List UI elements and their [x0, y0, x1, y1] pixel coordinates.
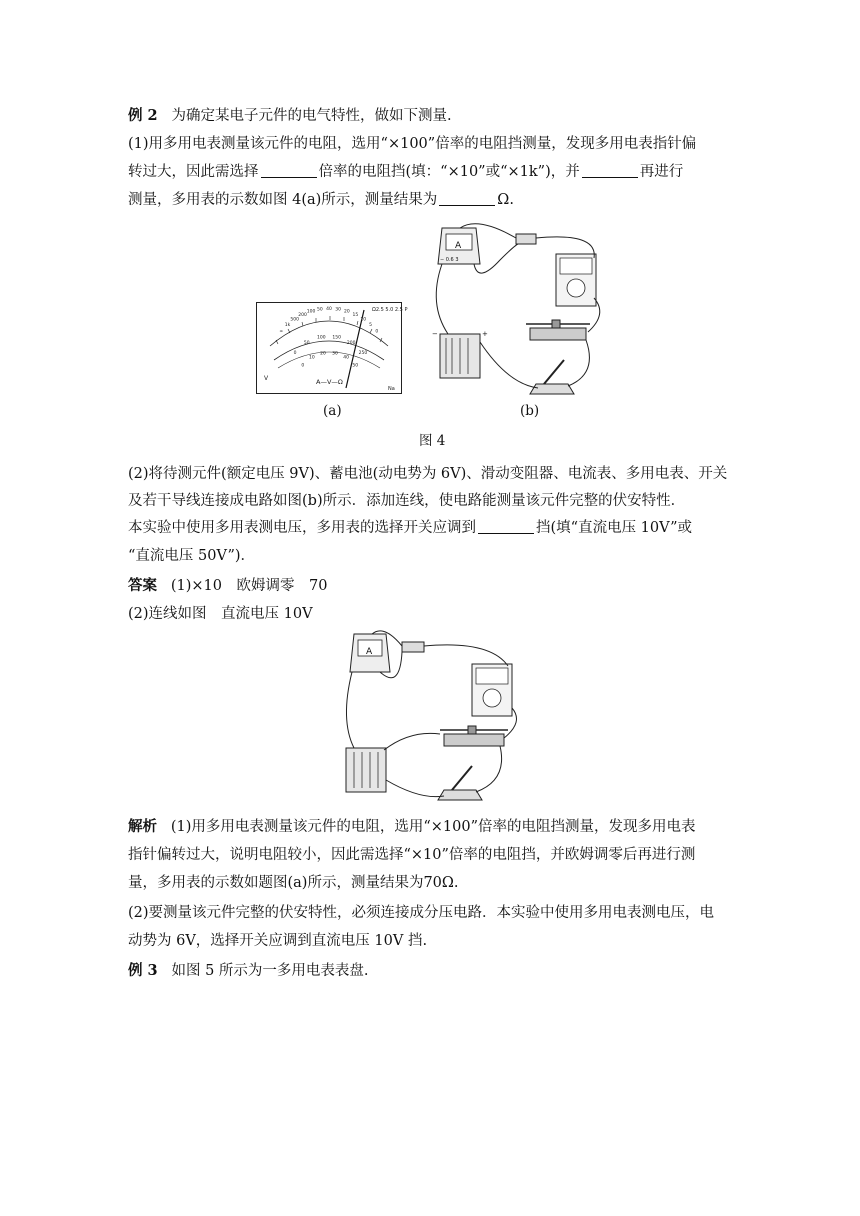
- dial-low-label: 50: [352, 363, 359, 369]
- circuit-figure-b: [418, 224, 618, 396]
- example2-intro: 为确定某电子元件的电气特性，做如下测量.: [171, 108, 452, 124]
- dial-top-label: ∞: [279, 329, 284, 335]
- answer-battery: [346, 748, 386, 792]
- analysis-text1: (1)用多用电表测量该元件的电阻，选用“×100”倍率的电阻挡测量，发现多用电表: [170, 819, 696, 835]
- answer-multimeter: [472, 664, 512, 716]
- answer-line1: [128, 576, 327, 596]
- ammeter-terminals: − 0.6 3: [440, 257, 459, 263]
- answer-rheostat: [440, 726, 508, 746]
- example2-heading: 例 2: [128, 107, 158, 124]
- meter-right-marks: Ω2.5 5.0 2.5 P: [372, 307, 408, 313]
- q1-text-b: 倍率的电阻挡(填：“×10”或“×1k”)，并: [318, 164, 580, 180]
- battery: [432, 330, 488, 378]
- fig-label-a: (a): [323, 403, 342, 419]
- example3-text: 如图 5 所示为一多用电表表盘.: [171, 963, 369, 979]
- multimeter: [556, 254, 596, 306]
- dial-top-label: 500: [290, 317, 299, 323]
- battery-plus: +: [482, 330, 488, 338]
- ammeter-letter: A: [455, 241, 462, 251]
- q2-text-a: 本实验中使用多用表测电压，多用表的选择开关应调到: [128, 520, 476, 536]
- answer-switch: [438, 766, 482, 800]
- switch: [530, 360, 574, 394]
- dial-mid-label: 150: [332, 335, 341, 341]
- analysis-line5: 动势为 6V，选择开关应调到直流电压 10V 挡.: [128, 933, 428, 949]
- q1-text-a: 转过大，因此需选择: [128, 164, 259, 180]
- analysis-line1: [128, 817, 696, 837]
- dial-top-label: 5: [369, 322, 372, 328]
- dial-top-label: 15: [352, 312, 359, 318]
- rheostat: [526, 320, 590, 340]
- dial-mid-label: 250: [358, 351, 368, 356]
- q2-line1: (2)将待测元件(额定电压 9V)、蓄电池(动电势为 6V)、滑动变阻器、电流表、多用电表、开关: [128, 466, 728, 482]
- meter-side-label: V: [264, 375, 269, 382]
- test-element: [516, 234, 536, 244]
- blank-2[interactable]: [582, 163, 638, 178]
- q2-line3: [128, 518, 692, 538]
- dial-top-label: 0: [375, 329, 379, 335]
- blank-4[interactable]: [478, 519, 534, 534]
- fig-label-b: (b): [520, 403, 540, 419]
- answer-test-element: [402, 642, 424, 652]
- answer-ammeter: [350, 634, 390, 672]
- q1-line3: [128, 190, 514, 210]
- q2-line2: 及若干导线连接成电路如图(b)所示．添加连线，使电路能测量该元件完整的伏安特性．: [128, 493, 686, 509]
- meter-dial-figure: [256, 302, 408, 394]
- meter-bottom-label: A—V—Ω: [316, 378, 343, 386]
- figure-caption: 图 4: [419, 433, 446, 449]
- analysis-line4: (2)要测量该元件完整的伏安特性，必须连接成分压电路．本实验中使用多用电表测电压，电: [128, 905, 715, 921]
- analysis-line2: 指针偏转过大，说明电阻较小，因此需选择“×10”倍率的电阻挡，并欧姆调零后再进行测: [128, 847, 696, 863]
- q2-line4: “直流电压 50V”)．: [128, 548, 256, 564]
- answer-heading: 答案: [128, 577, 157, 594]
- dial-top-label: 50: [317, 307, 323, 313]
- q1-line2: [128, 162, 683, 182]
- dial-low-label: 10: [309, 355, 315, 361]
- meter-corner-label: Na: [388, 386, 395, 392]
- q1-line1: (1)用多用电表测量该元件的电阻，选用“×100”倍率的电阻挡测量，发现多用电表指针偏: [128, 136, 697, 152]
- dial-top-label: 20: [344, 309, 350, 315]
- dial-top-label: 1k: [284, 322, 291, 328]
- ammeter: [438, 228, 480, 264]
- analysis-line3: 量，多用表的示数如题图(a)所示，测量结果为70Ω.: [128, 875, 459, 891]
- q1-text-e: Ω.: [497, 192, 514, 208]
- q1-text-d: 测量，多用表的示数如图 4(a)所示，测量结果为: [128, 192, 438, 208]
- q1-text-c: 再进行: [639, 164, 684, 180]
- example2-line: [128, 106, 452, 126]
- analysis-heading: 解析: [128, 818, 157, 835]
- example3-heading: 例 3: [128, 962, 158, 979]
- dial-low-label: 30: [332, 351, 338, 357]
- dial-top-label: 30: [335, 307, 341, 313]
- dial-mid-label: 200: [346, 341, 356, 346]
- dial-low-label: 0: [301, 363, 305, 369]
- dial-low-label: 40: [343, 355, 349, 361]
- q2-text-b: 挡(填“直流电压 10V”或: [536, 520, 693, 536]
- blank-1[interactable]: [261, 163, 317, 178]
- answer-text1: (1)×10 欧姆调零 70: [170, 578, 328, 594]
- answer-circuit-figure: [340, 630, 524, 802]
- dial-top-label: 40: [326, 307, 332, 312]
- dial-low-label: 20: [320, 351, 326, 357]
- dial-mid-label: 0: [293, 351, 297, 356]
- dial-mid-label: 50: [303, 341, 310, 346]
- dial-mid-label: 100: [317, 335, 326, 341]
- answer-line2: (2)连线如图 直流电压 10V: [128, 606, 313, 622]
- answer-ammeter-letter: A: [366, 647, 373, 657]
- dial-top-label: 200: [298, 312, 307, 318]
- dial-top-label: 10: [360, 317, 367, 323]
- battery-minus: −: [432, 330, 438, 338]
- example3-line: [128, 961, 369, 981]
- blank-3[interactable]: [439, 191, 495, 206]
- dial-top-label: 100: [306, 309, 316, 315]
